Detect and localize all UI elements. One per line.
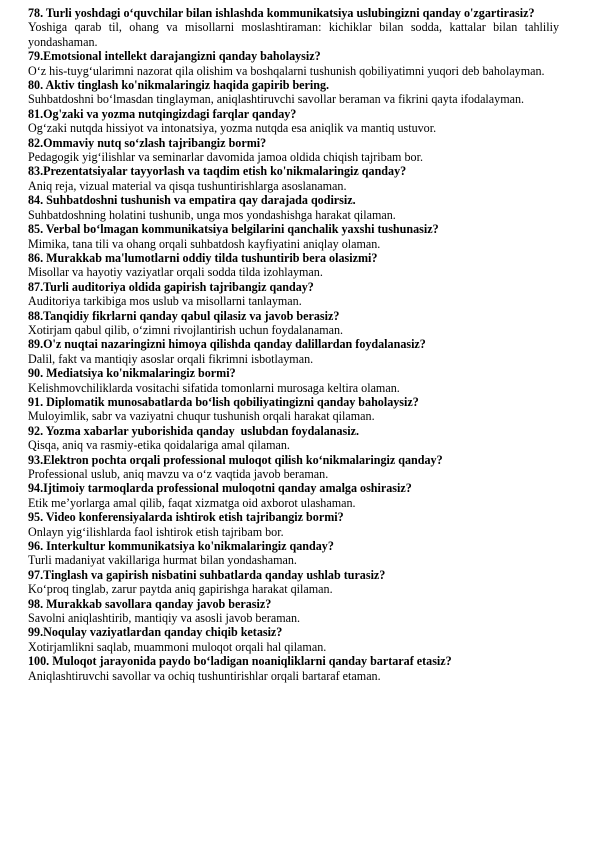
answer-100: Aniqlashtiruvchi savollar va ochiq tushuntirishlar orqali bartaraf etaman.	[28, 668, 381, 683]
qa-99	[28, 625, 559, 654]
qa-84	[28, 193, 559, 222]
answer-92: Qisqa, aniq va rasmiy-etika qoidalariga amal qilaman.	[28, 438, 290, 453]
qa-97	[28, 568, 559, 597]
question-92: 92. Yozma xabarlar yuborishida qanday uslubdan foydalanasiz.	[28, 423, 359, 438]
answer-95: Onlayn yig‘ilishlarda faol ishtirok etish tajribam bor.	[28, 524, 284, 539]
qa-88	[28, 309, 559, 338]
question-78: 78. Turli yoshdagi o‘quvchilar bilan ishlashda kommunikatsiya uslubingizni qanday o'zgartirasiz?	[28, 6, 535, 20]
answer-88: Xotirjam qabul qilib, o‘zimni rivojlantirish uchun foydalanaman.	[28, 322, 344, 337]
qa-96	[28, 539, 559, 568]
question-87: 87.Turli auditoriya oldida gapirish tajribangiz qanday?	[28, 279, 314, 294]
answer-78: Yoshiga qarab til, ohang va misollarni moslashtiraman: kichiklar bilan sodda, kattalar bilan tahliliy yondashaman.	[28, 20, 559, 49]
qa-87	[28, 280, 559, 309]
answer-85: Mimika, tana tili va ohang orqali suhbatdosh kayfiyatini aniqlay olaman.	[28, 236, 381, 251]
answer-97: Ko‘proq tinglab, zarur paytda aniq gapirishga harakat qilaman.	[28, 582, 333, 597]
answer-83: Aniq reja, vizual material va qisqa tushuntirishlarga asoslanaman.	[28, 178, 347, 193]
question-88: 88.Tanqidiy fikrlarni qanday qabul qilasiz va javob berasiz?	[28, 308, 340, 323]
qa-80	[28, 78, 559, 107]
question-99: 99.Noqulay vaziyatlardan qanday chiqib ketasiz?	[28, 625, 283, 640]
answer-86: Misollar va hayotiy vaziyatlar orqali sodda tilda izohlayman.	[28, 265, 323, 280]
qa-78	[28, 6, 559, 49]
question-79: 79.Emotsional intellekt darajangizni qanday baholaysiz?	[28, 49, 321, 64]
qa-93	[28, 453, 559, 482]
qa-100	[28, 654, 559, 683]
answer-93: Professional uslub, aniq mavzu va o‘z vaqtida javob beraman.	[28, 467, 329, 481]
question-83: 83.Prezentatsiyalar tayyorlash va taqdim etish ko'nikmalaringiz qanday?	[28, 164, 407, 179]
qa-86	[28, 251, 559, 280]
question-90: 90. Mediatsiya ko'nikmalaringiz bormi?	[28, 366, 236, 381]
question-84: 84. Suhbatdoshni tushunish va empatira qay darajada qodirsiz.	[28, 193, 356, 208]
qa-89	[28, 337, 559, 366]
qa-90	[28, 366, 559, 395]
answer-89: Dalil, fakt va mantiqiy asoslar orqali fikrimni isbotlayman.	[28, 351, 314, 366]
question-95: 95. Video konferensiyalarda ishtirok etish tajribangiz bormi?	[28, 510, 344, 525]
question-82: 82.Ommaviy nutq so‘zlash tajribangiz bormi?	[28, 135, 267, 150]
answer-94: Etik me’yorlarga amal qilib, faqat xizmatga oid axborot ulashaman.	[28, 495, 356, 510]
qa-98	[28, 597, 559, 626]
answer-98: Savolni aniqlashtirib, mantiqiy va asosli javob beraman.	[28, 611, 301, 626]
question-100: 100. Muloqot jarayonida paydo bo‘ladigan noaniqliklarni qanday bartaraf etasiz?	[28, 654, 452, 669]
qa-92	[28, 424, 559, 453]
answer-84: Suhbatdoshning holatini tushunib, unga mos yondashishga harakat qilaman.	[28, 207, 396, 222]
qa-91	[28, 395, 559, 424]
document-page	[28, 6, 559, 683]
answer-80: Suhbatdoshni bo‘lmasdan tinglayman, aniqlashtiruvchi savollar beraman va fikrini qayta ifodalayman.	[28, 92, 525, 107]
answer-82: Pedagogik yig‘ilishlar va seminarlar davomida jamoa oldida chiqish tajribam bor.	[28, 150, 423, 165]
question-93: 93.Elektron pochta orqali professional muloqot qilish ko‘nikmalaringiz qanday?	[28, 452, 443, 467]
question-81: 81.Og'zaki va yozma nutqingizdagi farqlar qanday?	[28, 106, 297, 121]
question-91: 91. Diplomatik munosabatlarda bo‘lish qobiliyatingizni qanday baholaysiz?	[28, 394, 419, 409]
qa-83	[28, 164, 559, 193]
question-85: 85. Verbal bo‘lmagan kommunikatsiya belgilarini qanchalik yaxshi tushunasiz?	[28, 222, 439, 237]
answer-91: Muloyimlik, sabr va vaziyatni chuqur tushunish orqali harakat qilaman.	[28, 409, 375, 424]
answer-87: Auditoriya tarkibiga mos uslub va misollarni tanlayman.	[28, 294, 302, 309]
question-98: 98. Murakkab savollara qanday javob berasiz?	[28, 596, 272, 611]
question-96: 96. Interkultur kommunikatsiya ko'nikmalaringiz qanday?	[28, 539, 334, 554]
answer-79: O‘z his-tuyg‘ularimni nazorat qila olishim va boshqalarni tushunish qobiliyatimni yuqori deb baholayman.	[28, 63, 545, 78]
answer-90: Kelishmovchiliklarda vositachi sifatida tomonlarni murosaga keltira olaman.	[28, 380, 400, 395]
qa-81	[28, 107, 559, 136]
question-94: 94.Ijtimoiy tarmoqlarda professional muloqotni qanday amalga oshirasiz?	[28, 481, 412, 496]
qa-85	[28, 222, 559, 251]
question-86: 86. Murakkab ma'lumotlarni oddiy tilda tushuntirib bera olasizmi?	[28, 250, 378, 265]
qa-94	[28, 481, 559, 510]
question-89: 89.O'z nuqtai nazaringizni himoya qilishda qanday dalillardan foydalanasiz?	[28, 337, 426, 352]
answer-81: Og‘zaki nutqda hissiyot va intonatsiya, yozma nutqda esa aniqlik va mantiq ustuvor.	[28, 121, 437, 136]
question-80: 80. Aktiv tinglash ko'nikmalaringiz haqida gapirib bering.	[28, 78, 330, 93]
qa-79	[28, 49, 559, 78]
question-97: 97.Tinglash va gapirish nisbatini suhbatlarda qanday ushlab turasiz?	[28, 567, 386, 582]
qa-82	[28, 136, 559, 165]
answer-99: Xotirjamlikni saqlab, muammoni muloqot orqali hal qilaman.	[28, 639, 327, 654]
qa-95	[28, 510, 559, 539]
answer-96: Turli madaniyat vakillariga hurmat bilan yondashaman.	[28, 553, 297, 568]
